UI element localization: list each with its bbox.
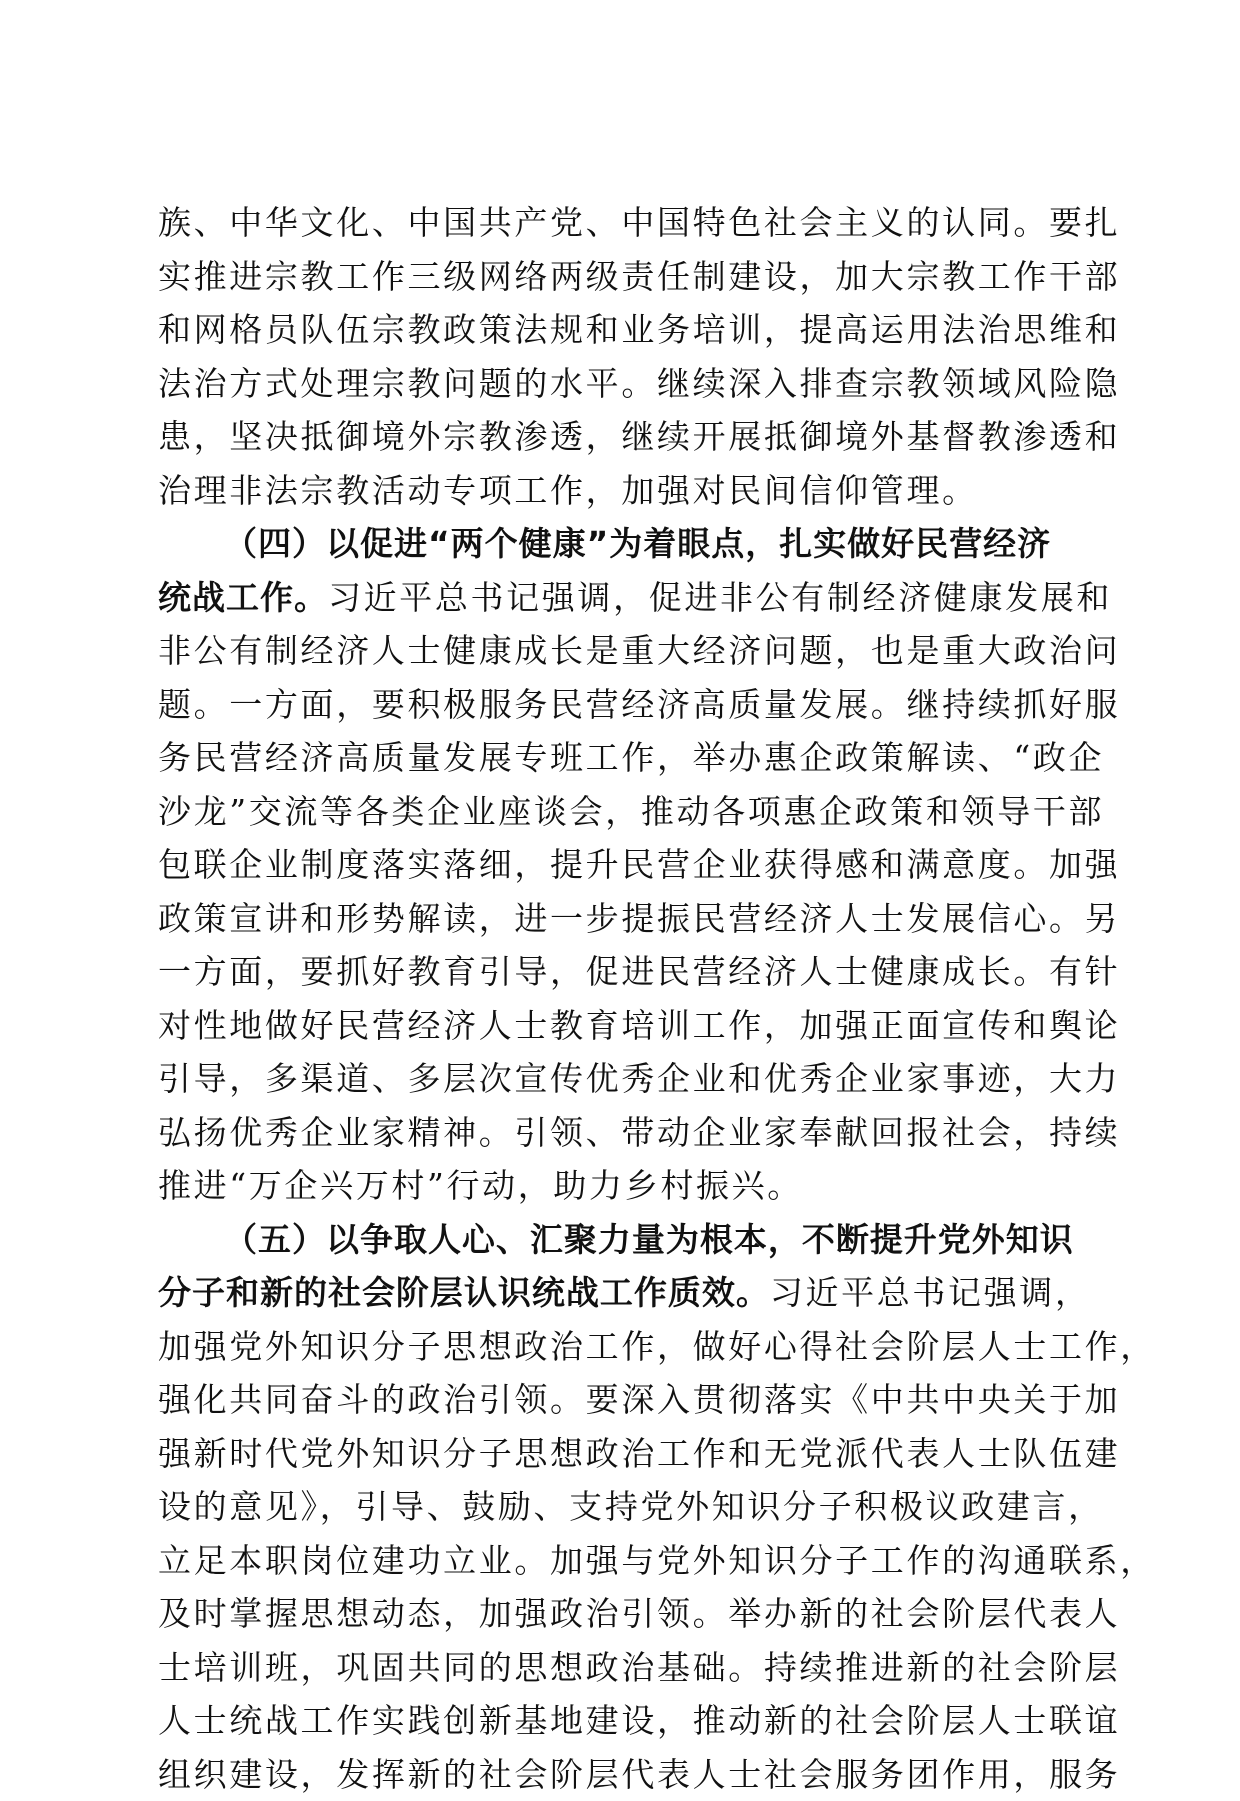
text-line: 题。一方面，要积极服务民营经济高质量发展。继持续抓好服 bbox=[158, 678, 1078, 732]
text-line: 士培训班，巩固共同的思想政治基础。持续推进新的社会阶层 bbox=[158, 1641, 1078, 1695]
text-line: 患，坚决抵御境外宗教渗透，继续开展抵御境外基督教渗透和 bbox=[158, 410, 1078, 464]
section-5-heading-end: 分子和新的社会阶层认识统战工作质效。 bbox=[158, 1273, 770, 1312]
text-line: 及时掌握思想动态，加强政治引领。举办新的社会阶层代表人 bbox=[158, 1587, 1078, 1641]
text-line: 实推进宗教工作三级网络两级责任制建设，加大宗教工作干部 bbox=[158, 250, 1078, 304]
text-line: 组织建设，发挥新的社会阶层代表人士社会服务团作用，服务 bbox=[158, 1748, 1078, 1801]
text-line: 一方面，要抓好教育引导，促进民营经济人士健康成长。有针 bbox=[158, 945, 1078, 999]
text-line: 弘扬优秀企业家精神。引领、带动企业家奉献回报社会，持续 bbox=[158, 1106, 1078, 1160]
text-line: 加强党外知识分子思想政治工作，做好心得社会阶层人士工作， bbox=[158, 1320, 1078, 1374]
text-line: 强新时代党外知识分子思想政治工作和无党派代表人士队伍建 bbox=[158, 1427, 1078, 1481]
text-line: 治理非法宗教活动专项工作，加强对民间信仰管理。 bbox=[158, 464, 1078, 518]
text-line: 立足本职岗位建功立业。加强与党外知识分子工作的沟通联系， bbox=[158, 1534, 1078, 1588]
text-line: 法治方式处理宗教问题的水平。继续深入排查宗教领域风险隐 bbox=[158, 357, 1078, 411]
text-line: 人士统战工作实践创新基地建设，推动新的社会阶层人士联谊 bbox=[158, 1694, 1078, 1748]
text-line: 非公有制经济人士健康成长是重大经济问题，也是重大政治问 bbox=[158, 624, 1078, 678]
document-body bbox=[158, 196, 1078, 1801]
section-5-heading-continued bbox=[158, 1266, 1078, 1320]
text-line: 推进“万企兴万村”行动，助力乡村振兴。 bbox=[158, 1159, 1078, 1213]
text-line: 引导，多渠道、多层次宣传优秀企业和优秀企业家事迹，大力 bbox=[158, 1052, 1078, 1106]
text-line: 务民营经济高质量发展专班工作，举办惠企政策解读、“政企 bbox=[158, 731, 1078, 785]
section-5-text-start: 习近平总书记强调， bbox=[770, 1273, 1091, 1312]
text-line: 政策宣讲和形势解读，进一步提振民营经济人士发展信心。另 bbox=[158, 892, 1078, 946]
section-4-heading-end: 统战工作。 bbox=[158, 578, 328, 617]
text-line: 设的意见》，引导、鼓励、支持党外知识分子积极议政建言， bbox=[158, 1480, 1078, 1534]
text-line: 族、中华文化、中国共产党、中国特色社会主义的认同。要扎 bbox=[158, 196, 1078, 250]
text-line: 包联企业制度落实落细，提升民营企业获得感和满意度。加强 bbox=[158, 838, 1078, 892]
text-line: 强化共同奋斗的政治引领。要深入贯彻落实《中共中央关于加 bbox=[158, 1373, 1078, 1427]
text-line: 对性地做好民营经济人士教育培训工作，加强正面宣传和舆论 bbox=[158, 999, 1078, 1053]
section-4-heading-continued bbox=[158, 571, 1078, 625]
text-line: 和网格员队伍宗教政策法规和业务培训，提高运用法治思维和 bbox=[158, 303, 1078, 357]
text-line: 沙龙”交流等各类企业座谈会，推动各项惠企政策和领导干部 bbox=[158, 785, 1078, 839]
section-5-heading: （五）以争取人心、汇聚力量为根本，不断提升党外知识 bbox=[158, 1213, 1078, 1267]
section-4-text-start: 习近平总书记强调，促进非公有制经济健康发展和 bbox=[328, 578, 1112, 617]
section-4-heading: （四）以促进“两个健康”为着眼点，扎实做好民营经济 bbox=[158, 517, 1078, 571]
